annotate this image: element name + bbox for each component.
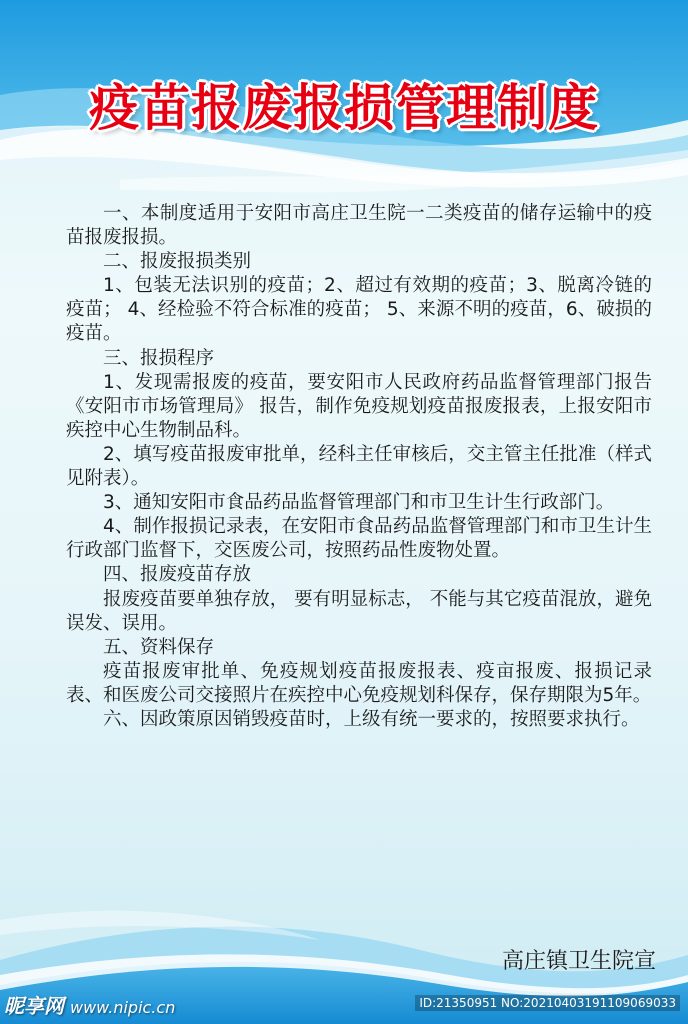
section-heading: 三、报损程序 xyxy=(103,347,215,369)
paragraph: 1、发现需报废的疫苗，要安阳市人民政府药品监督管理部门报告《安阳市市场管理局》 报告，制作免疫规划疫苗报废报表，上报安阳市疾控中心生物制品科。 xyxy=(66,371,652,441)
watermark-brand xyxy=(4,990,175,1019)
watermark-url: www.nipic.cn xyxy=(70,998,176,1017)
paragraph: 3、通知安阳市食品药品监督管理部门和市卫生计生行政部门。 xyxy=(103,492,615,514)
paragraph: 2、填写疫苗报废审批单，经科主任审核后，交主管主任批准（样式见附表）。 xyxy=(66,443,652,490)
paragraph: 4、制作报损记录表，在安阳市食品药品监督管理部门和市卫生计生行政部门监督下，交医废公司，按照药品性废物处置。 xyxy=(66,516,652,562)
watermark-brand-name: 昵享网 xyxy=(4,994,64,1018)
paragraph: 1、包装无法识别的疫苗；2、超过有效期的疫苗；3、脱离冷链的疫苗； 4、经检验不符合标准的疫苗； 5、来源不明的疫苗，6、破损的疫苗。 xyxy=(66,275,652,345)
paragraph: 报废疫苗要单独存放， 要有明显标志， 不能与其它疫苗混放，避免误发、误用。 xyxy=(66,588,652,634)
regulation-body xyxy=(66,202,652,732)
issuer-signature: 高庄镇卫生院宣 xyxy=(501,949,656,974)
section-heading: 五、资料保存 xyxy=(103,636,215,658)
section-heading: 四、报废疫苗存放 xyxy=(103,564,252,586)
paragraph: 一、本制度适用于安阳市高庄卫生院一二类疫苗的储存运输中的疫苗报废报损。 xyxy=(66,203,652,249)
watermark-id: ID:21350951 NO:20210403191109069033 xyxy=(415,995,680,1011)
page-title: 疫苗报废报损管理制度 xyxy=(89,79,599,137)
section-heading: 二、报废报损类别 xyxy=(103,251,252,273)
paragraph: 六、因政策原因销毁疫苗时，上级有统一要求的，按照要求执行。 xyxy=(103,708,640,730)
paragraph: 疫苗报废审批单、免疫规划疫苗报废报表、疫亩报废、报损记录表、和医废公司交接照片在疾控中心免疫规划科保存，保存期限为5年。 xyxy=(66,660,652,706)
